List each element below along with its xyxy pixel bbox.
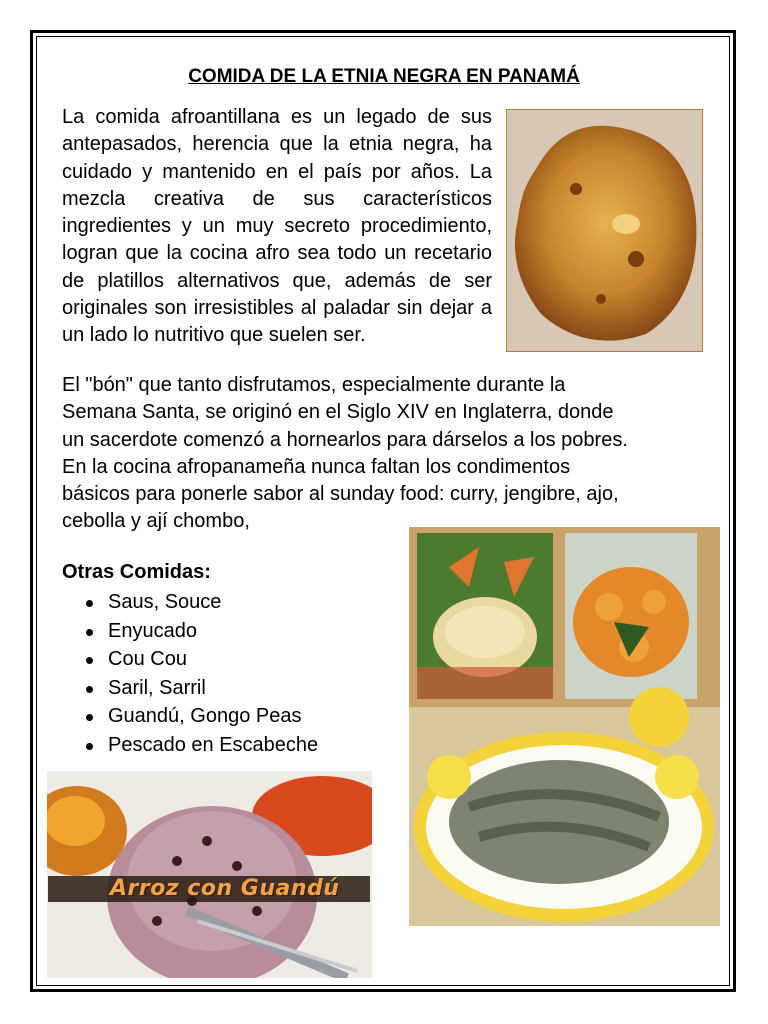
document-title: COMIDA DE LA ETNIA NEGRA EN PANAMÁ (188, 66, 580, 87)
bon-line-4: En la cocina afropanameña nunca faltan los condimentos (62, 455, 571, 478)
rice-photo (47, 771, 372, 978)
bon-line-5: básicos para ponerle sabor al sunday food: curry, jengibre, ajo, (62, 483, 619, 506)
bon-line-6: cebolla y ají chombo, (62, 510, 250, 533)
other-foods-heading: Otras Comidas: (62, 561, 211, 583)
list-item: Enyucado (62, 617, 318, 646)
bon-line-3: un sacerdote comenzó a hornearlos para dárselos a los pobres. (62, 428, 628, 451)
bon-line-2: Semana Santa, se originó en el Siglo XIV en Inglaterra, donde (62, 401, 614, 424)
list-item: Cou Cou (62, 645, 318, 674)
other-foods-list (62, 588, 318, 760)
fritter-photo (506, 109, 703, 352)
bon-line-1: El "bón" que tanto disfrutamos, especialmente durante la (62, 374, 566, 396)
rice-caption: Arroz con Guandú (110, 876, 340, 901)
dishes-collage-photo (409, 527, 720, 926)
list-item: Pescado en Escabeche (62, 731, 318, 760)
list-item: Saril, Sarril (62, 674, 318, 703)
bon-paragraph (62, 372, 703, 536)
list-item: Saus, Souce (62, 588, 318, 617)
intro-paragraph: La comida afroantillana es un legado de sus antepasados, herencia que la etnia negra, ha cuidado y mantenido en el país por años. La mezcla creativa de sus característicos ingredientes y un muy secreto procedimiento, logran que la cocina afro sea todo un recetario de platillos alternativos que, además de ser originales son irresistibles al paladar sin dejar a un lado lo nutritivo que suelen ser. (62, 106, 492, 347)
list-item: Guandú, Gongo Peas (62, 702, 318, 731)
